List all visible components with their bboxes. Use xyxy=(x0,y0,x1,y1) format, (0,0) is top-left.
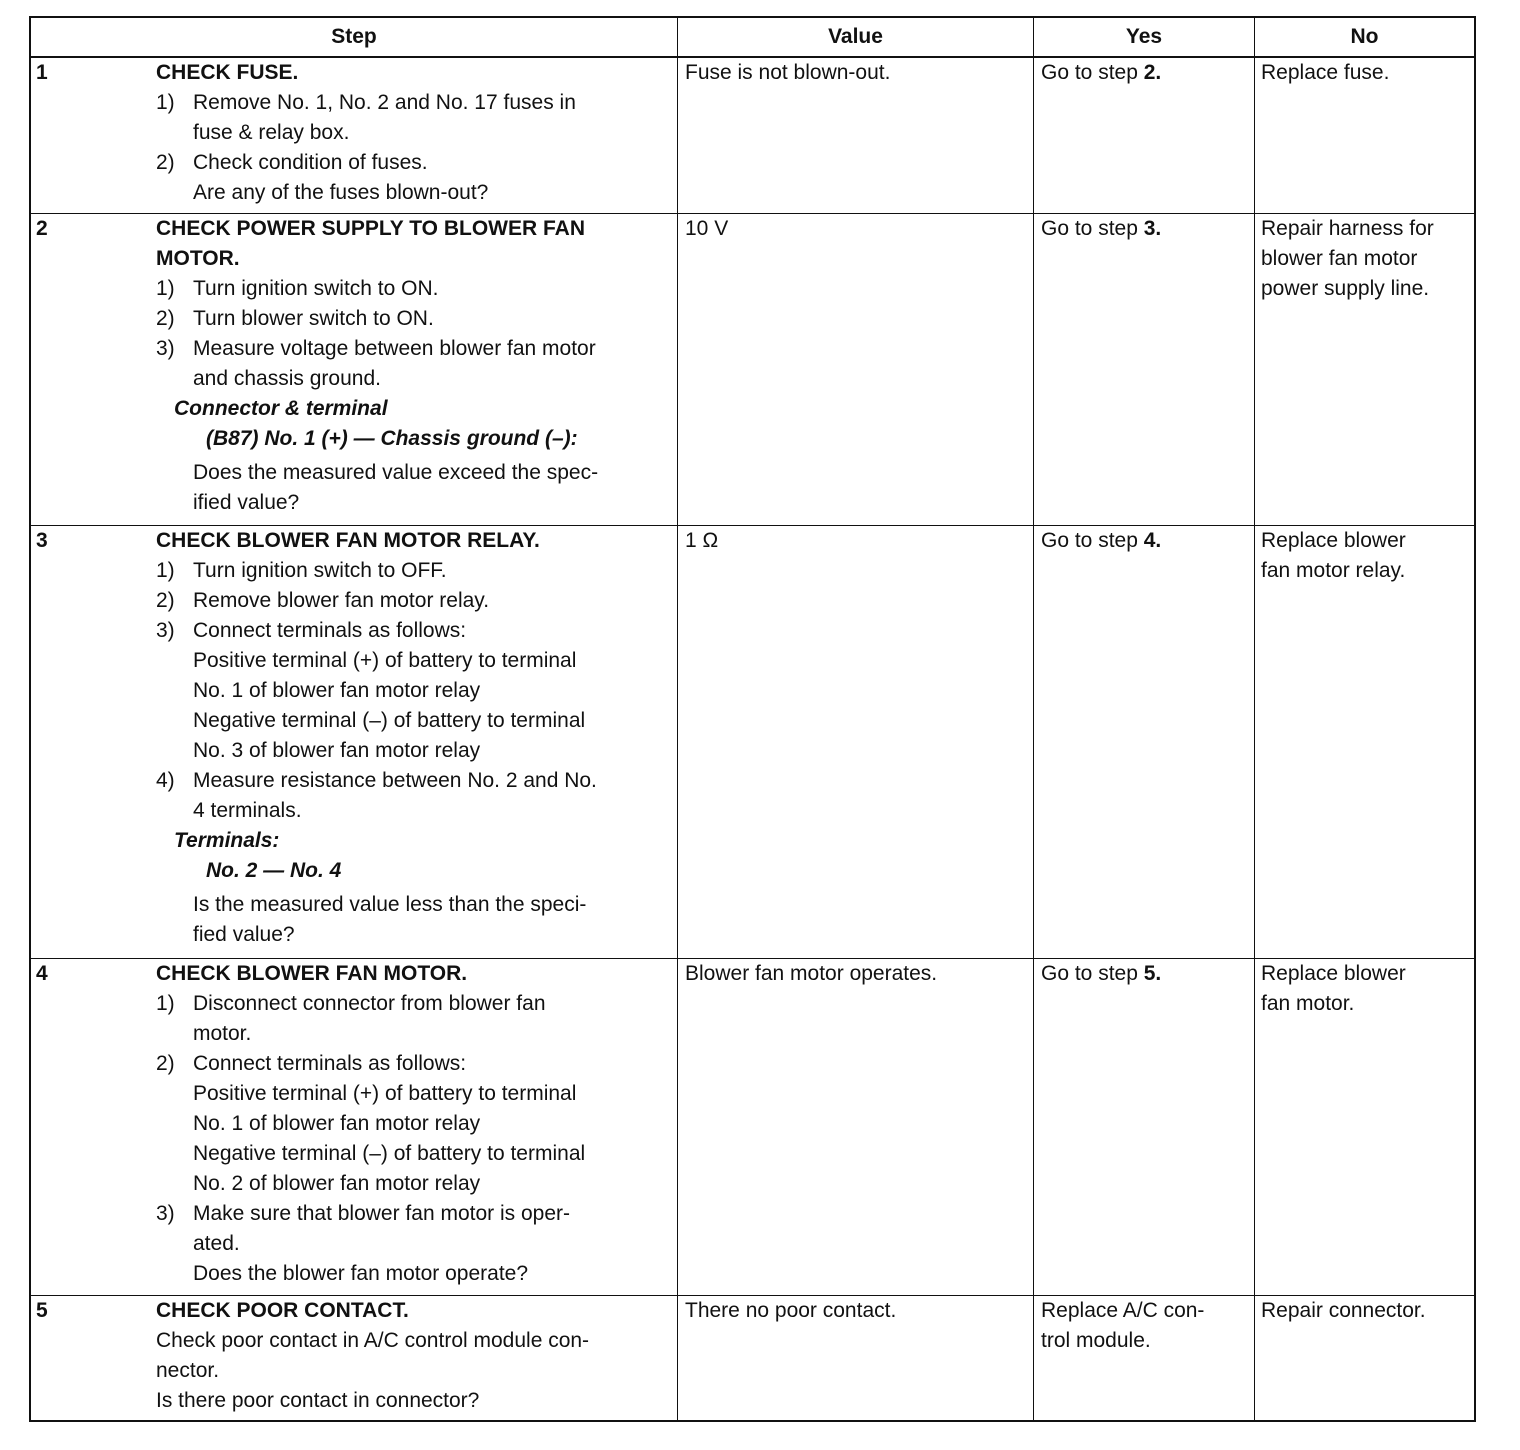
step-question: Is the measured value less than the speci- xyxy=(193,893,587,916)
step-title: CHECK BLOWER FAN MOTOR RELAY. xyxy=(156,529,540,552)
step-title: CHECK POOR CONTACT. xyxy=(156,1299,409,1322)
substep-continued: No. 3 of blower fan motor relay xyxy=(193,739,481,762)
substep: 2) Remove blower fan motor relay. xyxy=(156,589,490,612)
value-cell: Blower fan motor operates. xyxy=(678,959,1034,1295)
table-row xyxy=(31,959,1474,1296)
step-title: CHECK FUSE. xyxy=(156,61,299,84)
yes-cell: Replace A/C con- trol module. xyxy=(1034,1296,1255,1420)
step-instructions xyxy=(151,959,678,1295)
value-cell: 1 Ω xyxy=(678,526,1034,958)
step-instructions xyxy=(151,526,678,958)
substep: 1) Disconnect connector from blower fan xyxy=(156,992,546,1015)
substep-continued: Positive terminal (+) of battery to terminal xyxy=(193,1082,577,1105)
no-cell: Replace fuse. xyxy=(1261,61,1390,84)
substep: 1) Remove No. 1, No. 2 and No. 17 fuses in xyxy=(156,91,576,114)
step-question-continued: fied value? xyxy=(193,923,295,946)
step-title: CHECK POWER SUPPLY TO BLOWER FAN xyxy=(156,217,585,240)
substep: 3) Measure voltage between blower fan motor xyxy=(156,337,596,360)
value-cell: 10 V xyxy=(678,214,1034,525)
substep: 1) Turn ignition switch to OFF. xyxy=(156,559,447,582)
step-number: 1 xyxy=(36,61,48,84)
substep: 2) Connect terminals as follows: xyxy=(156,1052,467,1075)
step-question: Does the measured value exceed the spec- xyxy=(193,461,599,484)
table-row xyxy=(31,58,1474,214)
table-row xyxy=(31,1296,1474,1420)
step-title: CHECK BLOWER FAN MOTOR. xyxy=(156,962,468,985)
no-cell: Replace blower fan motor relay. xyxy=(1261,529,1406,582)
substep-continued: Negative terminal (–) of battery to terminal xyxy=(193,1142,586,1165)
value-cell: Fuse is not blown-out. xyxy=(678,58,1034,213)
spec-label: Connector & terminal xyxy=(174,397,388,420)
table-header xyxy=(31,18,1474,58)
no-cell: Replace blower fan motor. xyxy=(1261,962,1406,1015)
substep-continued: 4 terminals. xyxy=(193,799,302,822)
substep: 1) Turn ignition switch to ON. xyxy=(156,277,439,300)
step-body: Check poor contact in A/C control module con- xyxy=(156,1329,590,1352)
spec-label: Terminals: xyxy=(174,829,280,852)
header-no: No xyxy=(1350,25,1379,48)
step-title-continued: MOTOR. xyxy=(156,247,240,270)
header-step: Step xyxy=(31,18,678,56)
step-question-continued: ified value? xyxy=(193,491,300,514)
table-row xyxy=(31,526,1474,959)
substep: 4) Measure resistance between No. 2 and No. xyxy=(156,769,597,792)
yes-cell: Go to step 5. xyxy=(1034,959,1255,1295)
step-instructions xyxy=(151,1296,678,1420)
spec-value: No. 2 — No. 4 xyxy=(206,859,342,882)
step-number: 3 xyxy=(36,529,48,552)
step-instructions xyxy=(151,58,678,213)
substep-continued: No. 2 of blower fan motor relay xyxy=(193,1172,481,1195)
step-instructions xyxy=(151,214,678,525)
step-number: 5 xyxy=(36,1299,48,1322)
header-yes: Yes xyxy=(1034,18,1255,56)
step-question: Is there poor contact in connector? xyxy=(156,1389,480,1412)
substep: 2) Check condition of fuses. xyxy=(156,151,428,174)
step-question: Does the blower fan motor operate? xyxy=(193,1262,529,1285)
step-body-continued: nector. xyxy=(156,1359,220,1382)
yes-cell: Go to step 3. xyxy=(1034,214,1255,525)
substep-continued: ated. xyxy=(193,1232,240,1255)
substep-continued: No. 1 of blower fan motor relay xyxy=(193,679,481,702)
no-cell: Repair connector. xyxy=(1261,1299,1426,1322)
substep-continued: motor. xyxy=(193,1022,252,1045)
no-cell: Repair harness for blower fan motor power supply line. xyxy=(1261,217,1434,300)
step-number: 2 xyxy=(36,217,48,240)
substep-continued: fuse & relay box. xyxy=(193,121,350,144)
substep-continued: Positive terminal (+) of battery to terminal xyxy=(193,649,577,672)
troubleshooting-table xyxy=(29,16,1476,1422)
substep: 3) Make sure that blower fan motor is oper- xyxy=(156,1202,570,1225)
spec-value: (B87) No. 1 (+) — Chassis ground (–): xyxy=(206,427,578,450)
table-row xyxy=(31,214,1474,526)
substep-continued: Negative terminal (–) of battery to terminal xyxy=(193,709,586,732)
substep-continued: and chassis ground. xyxy=(193,367,381,390)
substep: 3) Connect terminals as follows: xyxy=(156,619,467,642)
value-cell: There no poor contact. xyxy=(678,1296,1034,1420)
substep: 2) Turn blower switch to ON. xyxy=(156,307,434,330)
step-number: 4 xyxy=(36,962,48,985)
yes-cell: Go to step 2. xyxy=(1034,58,1255,213)
substep-continued: No. 1 of blower fan motor relay xyxy=(193,1112,481,1135)
header-value: Value xyxy=(678,18,1034,56)
yes-cell: Go to step 4. xyxy=(1034,526,1255,958)
step-question: Are any of the fuses blown-out? xyxy=(193,181,489,204)
